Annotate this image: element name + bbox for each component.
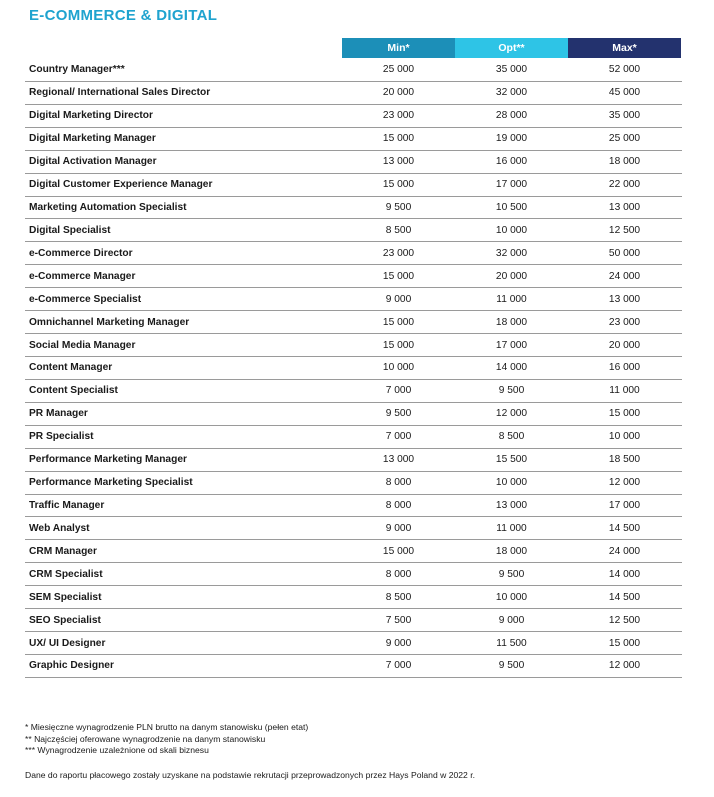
table-row	[25, 242, 682, 265]
min-cell: 8 000	[385, 568, 412, 580]
max-cell: 20 000	[608, 339, 641, 351]
role-cell: e-Commerce Specialist	[29, 293, 142, 305]
role-cell: Traffic Manager	[29, 499, 105, 511]
role-cell: Content Manager	[29, 362, 113, 374]
max-cell: 18 500	[608, 454, 641, 466]
table-row	[25, 128, 682, 151]
max-cell: 24 000	[608, 545, 641, 557]
table-header	[25, 38, 682, 58]
min-cell: 23 000	[382, 110, 415, 122]
table-row	[25, 105, 682, 128]
table-row	[25, 655, 682, 678]
table-body	[25, 59, 682, 678]
role-cell: e-Commerce Director	[29, 247, 133, 259]
opt-cell: 17 000	[495, 179, 528, 191]
opt-cell: 11 500	[496, 637, 527, 649]
opt-cell: 9 500	[498, 660, 525, 672]
max-cell: 35 000	[608, 110, 641, 122]
max-cell: 18 000	[608, 156, 641, 168]
min-cell: 9 500	[385, 408, 412, 420]
footnote: * Miesięczne wynagrodzenie PLN brutto na danym stanowisku (pełen etat)	[25, 722, 309, 732]
table-row	[25, 288, 682, 311]
role-cell: CRM Manager	[29, 545, 97, 557]
opt-cell: 12 000	[495, 408, 528, 420]
table-row	[25, 380, 682, 403]
table-row	[25, 632, 682, 655]
role-cell: Content Specialist	[29, 385, 118, 397]
opt-cell: 14 000	[495, 362, 528, 374]
opt-cell: 9 500	[498, 568, 525, 580]
opt-cell: 11 000	[496, 293, 527, 305]
min-cell: 15 000	[382, 133, 415, 145]
max-cell: 25 000	[608, 133, 641, 145]
role-cell: Country Manager***	[29, 64, 125, 76]
opt-cell: 15 500	[495, 454, 528, 466]
max-cell: 24 000	[608, 270, 641, 282]
min-cell: 7 000	[385, 660, 412, 672]
max-cell: 45 000	[608, 87, 641, 99]
page-title: E-COMMERCE & DIGITAL	[29, 7, 218, 24]
max-cell: 14 500	[608, 591, 641, 603]
table-row	[25, 472, 682, 495]
opt-cell: 20 000	[495, 270, 528, 282]
source-note: Dane do raportu płacowego zostały uzyskane na podstawie rekrutacji przeprowadzonych przez Hays Poland w 2022 r.	[25, 770, 475, 780]
opt-cell: 10 000	[495, 224, 528, 236]
table-row	[25, 82, 682, 105]
max-cell: 13 000	[608, 201, 641, 213]
min-cell: 15 000	[382, 339, 415, 351]
opt-cell: 9 000	[498, 614, 525, 626]
min-cell: 8 000	[385, 499, 412, 511]
table-row	[25, 540, 682, 563]
table-row	[25, 495, 682, 518]
max-cell: 16 000	[608, 362, 641, 374]
max-cell: 50 000	[608, 247, 641, 259]
role-cell: SEM Specialist	[29, 591, 102, 603]
table-row	[25, 563, 682, 586]
table-row	[25, 334, 682, 357]
min-cell: 15 000	[382, 179, 415, 191]
min-cell: 8 500	[385, 591, 412, 603]
role-cell: CRM Specialist	[29, 568, 103, 580]
min-cell: 20 000	[382, 87, 415, 99]
opt-cell: 10 000	[495, 477, 528, 489]
table-row	[25, 219, 682, 242]
role-cell: Web Analyst	[29, 522, 90, 534]
role-cell: Performance Marketing Specialist	[29, 477, 193, 489]
footnote: *** Wynagrodzenie uzależnione od skali biznesu	[25, 745, 209, 755]
column-header-opt: Opt**	[455, 38, 568, 58]
opt-cell: 28 000	[495, 110, 528, 122]
footnotes	[25, 722, 308, 757]
role-cell: UX/ UI Designer	[29, 637, 106, 649]
min-cell: 15 000	[382, 316, 415, 328]
role-cell: Digital Customer Experience Manager	[29, 179, 213, 191]
opt-cell: 8 500	[498, 431, 525, 443]
table-row	[25, 517, 682, 540]
min-cell: 9 000	[385, 637, 412, 649]
role-cell: Regional/ International Sales Director	[29, 87, 211, 99]
table-row	[25, 586, 682, 609]
max-cell: 15 000	[608, 637, 641, 649]
opt-cell: 10 000	[495, 591, 528, 603]
table-row	[25, 197, 682, 220]
min-cell: 8 000	[385, 477, 412, 489]
opt-cell: 18 000	[495, 545, 528, 557]
min-cell: 7 000	[385, 431, 412, 443]
max-cell: 10 000	[608, 431, 641, 443]
max-cell: 12 000	[608, 660, 641, 672]
role-cell: Performance Marketing Manager	[29, 454, 187, 466]
max-cell: 52 000	[608, 64, 641, 76]
role-cell: Digital Specialist	[29, 224, 111, 236]
min-cell: 8 500	[385, 224, 412, 236]
max-cell: 17 000	[608, 499, 641, 511]
table-row	[25, 609, 682, 632]
opt-cell: 32 000	[495, 87, 528, 99]
opt-cell: 10 500	[495, 201, 528, 213]
min-cell: 9 000	[385, 293, 412, 305]
min-cell: 7 000	[385, 385, 412, 397]
column-header-max: Max*	[568, 38, 681, 58]
opt-cell: 32 000	[495, 247, 528, 259]
min-cell: 9 000	[385, 522, 412, 534]
max-cell: 12 500	[608, 614, 641, 626]
min-cell: 13 000	[382, 454, 415, 466]
opt-cell: 17 000	[495, 339, 528, 351]
opt-cell: 18 000	[495, 316, 528, 328]
min-cell: 23 000	[382, 247, 415, 259]
table-row	[25, 151, 682, 174]
table-row	[25, 311, 682, 334]
role-cell: Digital Activation Manager	[29, 156, 157, 168]
table-row	[25, 426, 682, 449]
max-cell: 12 000	[608, 477, 641, 489]
footnote: ** Najczęściej oferowane wynagrodzenie na danym stanowisku	[25, 733, 266, 744]
max-cell: 13 000	[608, 293, 641, 305]
opt-cell: 16 000	[495, 156, 528, 168]
max-cell: 11 000	[609, 385, 640, 397]
min-cell: 9 500	[385, 201, 412, 213]
table-row	[25, 59, 682, 82]
table-row	[25, 449, 682, 472]
opt-cell: 13 000	[495, 499, 528, 511]
table-row	[25, 174, 682, 197]
max-cell: 22 000	[608, 179, 641, 191]
opt-cell: 19 000	[495, 133, 528, 145]
opt-cell: 35 000	[495, 64, 528, 76]
table-row	[25, 403, 682, 426]
table-row	[25, 265, 682, 288]
max-cell: 14 500	[608, 522, 641, 534]
min-cell: 7 500	[385, 614, 412, 626]
salary-table	[25, 38, 682, 678]
column-header-min: Min*	[342, 38, 455, 58]
role-cell: e-Commerce Manager	[29, 270, 136, 282]
role-cell: Marketing Automation Specialist	[29, 201, 187, 213]
role-cell: Social Media Manager	[29, 339, 136, 351]
role-cell: Omnichannel Marketing Manager	[29, 316, 190, 328]
min-cell: 15 000	[382, 545, 415, 557]
max-cell: 23 000	[608, 316, 641, 328]
max-cell: 15 000	[608, 408, 641, 420]
max-cell: 12 500	[608, 224, 641, 236]
min-cell: 13 000	[382, 156, 415, 168]
min-cell: 15 000	[382, 270, 415, 282]
min-cell: 10 000	[382, 362, 415, 374]
table-row	[25, 357, 682, 380]
role-cell: PR Specialist	[29, 431, 94, 443]
max-cell: 14 000	[608, 568, 641, 580]
header-spacer	[25, 38, 342, 58]
role-cell: PR Manager	[29, 408, 88, 420]
role-cell: SEO Specialist	[29, 614, 101, 626]
min-cell: 25 000	[382, 64, 415, 76]
opt-cell: 11 000	[496, 522, 527, 534]
role-cell: Graphic Designer	[29, 660, 114, 672]
role-cell: Digital Marketing Manager	[29, 133, 156, 145]
opt-cell: 9 500	[498, 385, 525, 397]
role-cell: Digital Marketing Director	[29, 110, 153, 122]
